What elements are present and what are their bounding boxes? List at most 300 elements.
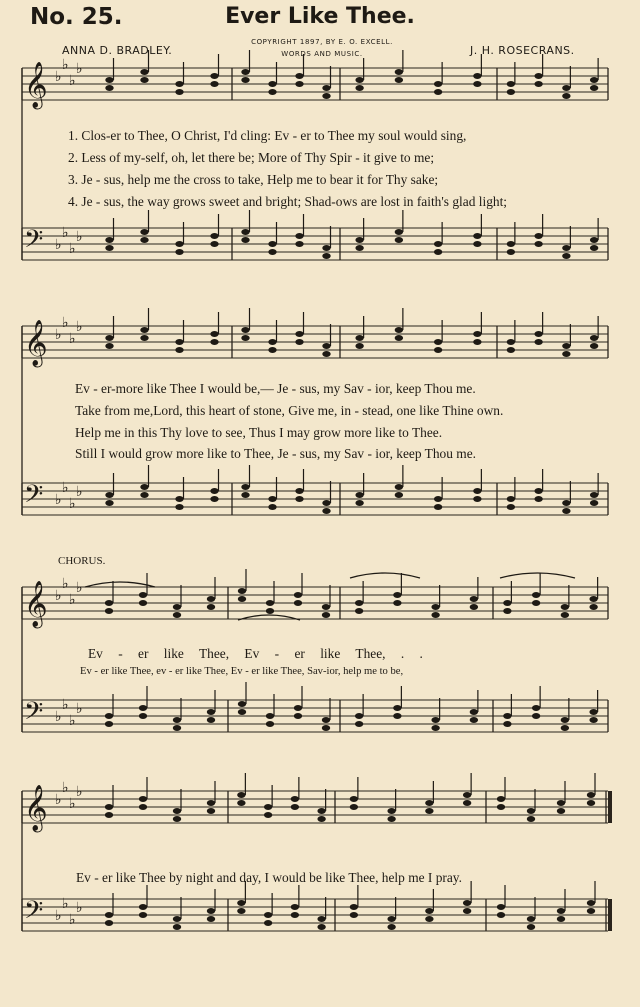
note-head <box>105 237 113 243</box>
note-head <box>387 924 395 930</box>
note-head <box>503 608 511 614</box>
bass-clef-icon: 𝄢 <box>24 896 44 931</box>
note-head <box>241 229 249 235</box>
flat-sign-icon: ♭ <box>69 796 76 812</box>
note-head <box>355 77 363 83</box>
note-head <box>207 709 215 715</box>
note-head <box>237 900 245 906</box>
note-head <box>431 604 439 610</box>
note-head <box>139 592 147 598</box>
note-head <box>355 343 363 349</box>
note-head <box>294 592 302 598</box>
note-head <box>140 69 148 75</box>
note-head <box>175 339 183 345</box>
note-head <box>507 347 515 353</box>
flat-sign-icon: ♭ <box>69 241 76 257</box>
bass-clef-icon: 𝄢 <box>24 697 44 732</box>
note-head <box>294 705 302 711</box>
note-head <box>507 339 515 345</box>
note-head <box>561 725 569 731</box>
note-head <box>387 916 395 922</box>
note-head <box>434 89 442 95</box>
flat-sign-icon: ♭ <box>76 319 83 335</box>
note-head <box>589 709 597 715</box>
note-head <box>587 792 595 798</box>
note-head <box>173 916 181 922</box>
verse-4-line-a: 4. Je - sus, the way grows sweet and bright; Shad-ows are lost in faith's glad light; <box>68 194 508 209</box>
note-head <box>507 89 515 95</box>
note-head <box>241 484 249 490</box>
flat-sign-icon: ♭ <box>62 697 69 713</box>
note-head <box>268 241 276 247</box>
note-head <box>355 245 363 251</box>
note-head <box>473 331 481 337</box>
note-head <box>105 920 113 926</box>
verse-1-line-a: 1. Clos-er to Thee, O Christ, I'd cling: Ev - er to Thee my soul would sing, <box>68 128 467 143</box>
note-head <box>355 608 363 614</box>
note-head <box>562 245 570 251</box>
note-head <box>173 725 181 731</box>
note-head <box>393 600 401 606</box>
note-head <box>264 920 272 926</box>
note-head <box>470 596 478 602</box>
note-head <box>534 73 542 79</box>
flat-sign-icon: ♭ <box>55 588 62 604</box>
note-head <box>139 912 147 918</box>
note-head <box>317 816 325 822</box>
note-head <box>395 327 403 333</box>
note-head <box>268 496 276 502</box>
note-head <box>105 804 113 810</box>
note-head <box>291 912 299 918</box>
note-head <box>207 916 215 922</box>
note-head <box>590 343 598 349</box>
hymn-title: Ever Like Thee. <box>225 4 415 29</box>
note-head <box>431 717 439 723</box>
note-head <box>590 237 598 243</box>
note-head <box>322 93 330 99</box>
note-head <box>237 800 245 806</box>
verse-4-line-b: Still I would grow more like to Thee, Je - sus, my Sav - ior, keep Thou me. <box>75 446 476 461</box>
note-head <box>322 604 330 610</box>
note-head <box>463 800 471 806</box>
note-head <box>241 237 249 243</box>
flat-sign-icon: ♭ <box>62 225 69 241</box>
note-head <box>350 904 358 910</box>
note-head <box>140 492 148 498</box>
note-head <box>139 600 147 606</box>
flat-sign-icon: ♭ <box>55 237 62 253</box>
note-head <box>355 600 363 606</box>
note-head <box>210 241 218 247</box>
note-head <box>590 245 598 251</box>
note-head <box>291 904 299 910</box>
note-head <box>173 808 181 814</box>
flat-sign-icon: ♭ <box>55 908 62 924</box>
note-head <box>590 335 598 341</box>
note-head <box>105 608 113 614</box>
composer-credit: J. H. ROSECRANS. <box>470 44 575 57</box>
note-head <box>139 713 147 719</box>
note-head <box>507 249 515 255</box>
note-head <box>140 335 148 341</box>
note-head <box>322 612 330 618</box>
note-head <box>266 608 274 614</box>
note-head <box>291 804 299 810</box>
flat-sign-icon: ♭ <box>62 576 69 592</box>
flat-sign-icon: ♭ <box>76 61 83 77</box>
note-head <box>463 908 471 914</box>
note-head <box>355 85 363 91</box>
note-head <box>291 796 299 802</box>
note-head <box>175 249 183 255</box>
note-head <box>295 339 303 345</box>
note-head <box>395 69 403 75</box>
note-head <box>207 596 215 602</box>
verse-2-line-a: 2. Less of my-self, oh, let there be; More of Thy Spir - it give to me; <box>68 150 435 165</box>
note-head <box>173 612 181 618</box>
note-head <box>497 804 505 810</box>
chorus-label: CHORUS. <box>58 555 106 567</box>
note-head <box>105 343 113 349</box>
note-head <box>350 912 358 918</box>
note-head <box>207 717 215 723</box>
note-head <box>590 492 598 498</box>
note-head <box>393 713 401 719</box>
note-head <box>295 233 303 239</box>
note-head <box>268 504 276 510</box>
note-head <box>322 343 330 349</box>
note-head <box>387 816 395 822</box>
note-head <box>317 808 325 814</box>
note-head <box>355 500 363 506</box>
flat-sign-icon: ♭ <box>76 701 83 717</box>
note-head <box>393 592 401 598</box>
note-head <box>395 335 403 341</box>
note-head <box>562 500 570 506</box>
note-head <box>507 81 515 87</box>
note-head <box>434 241 442 247</box>
note-head <box>473 496 481 502</box>
author-credit: ANNA D. BRADLEY. <box>62 44 173 57</box>
flat-sign-icon: ♭ <box>62 480 69 496</box>
note-head <box>266 713 274 719</box>
note-head <box>425 808 433 814</box>
note-head <box>561 717 569 723</box>
note-head <box>534 488 542 494</box>
note-head <box>322 725 330 731</box>
note-head <box>139 804 147 810</box>
flat-sign-icon: ♭ <box>55 327 62 343</box>
note-head <box>395 77 403 83</box>
note-head <box>434 249 442 255</box>
note-head <box>207 800 215 806</box>
note-head <box>589 596 597 602</box>
note-head <box>268 89 276 95</box>
flat-sign-icon: ♭ <box>55 492 62 508</box>
note-head <box>175 241 183 247</box>
flat-sign-icon: ♭ <box>76 580 83 596</box>
flat-sign-icon: ♭ <box>55 709 62 725</box>
note-head <box>173 604 181 610</box>
note-head <box>105 721 113 727</box>
note-head <box>532 592 540 598</box>
note-head <box>266 721 274 727</box>
note-head <box>534 81 542 87</box>
note-head <box>322 500 330 506</box>
treble-clef-icon: 𝄞 <box>24 785 48 831</box>
note-head <box>241 69 249 75</box>
note-head <box>561 604 569 610</box>
hymn-number: No. 25. <box>30 4 123 30</box>
note-head <box>295 496 303 502</box>
note-head <box>139 796 147 802</box>
note-head <box>294 600 302 606</box>
note-head <box>425 908 433 914</box>
note-head <box>295 81 303 87</box>
note-head <box>317 924 325 930</box>
note-head <box>105 500 113 506</box>
note-head <box>210 339 218 345</box>
note-head <box>562 93 570 99</box>
note-head <box>237 908 245 914</box>
note-head <box>534 331 542 337</box>
note-head <box>355 721 363 727</box>
note-head <box>210 488 218 494</box>
note-head <box>434 81 442 87</box>
note-head <box>590 500 598 506</box>
note-head <box>562 343 570 349</box>
copyright-line: COPYRIGHT 1897, BY E. O. EXCELL. <box>251 38 393 46</box>
note-head <box>295 331 303 337</box>
note-head <box>238 588 246 594</box>
note-head <box>105 77 113 83</box>
note-head <box>557 908 565 914</box>
note-head <box>473 233 481 239</box>
note-head <box>527 808 535 814</box>
note-head <box>140 229 148 235</box>
note-head <box>105 912 113 918</box>
note-head <box>562 85 570 91</box>
note-head <box>175 496 183 502</box>
note-head <box>503 713 511 719</box>
note-head <box>175 504 183 510</box>
note-head <box>497 904 505 910</box>
note-head <box>587 908 595 914</box>
verse-3-line-b: Help me in this Thy love to see, Thus I may grow more like to Thee. <box>75 425 443 440</box>
note-head <box>425 800 433 806</box>
note-head <box>431 725 439 731</box>
note-head <box>268 249 276 255</box>
note-head <box>238 709 246 715</box>
flat-sign-icon: ♭ <box>62 57 69 73</box>
note-head <box>173 717 181 723</box>
chorus-soprano-lyric: Ev - er like Thee, Ev - er like Thee, . . <box>88 646 423 661</box>
flat-sign-icon: ♭ <box>69 331 76 347</box>
note-head <box>503 600 511 606</box>
note-head <box>268 347 276 353</box>
chorus-bass-lyric: Ev - er like Thee, ev - er like Thee, Ev - er like Thee, Sav-ior, help me to be, <box>80 666 404 677</box>
note-head <box>241 77 249 83</box>
note-head <box>463 792 471 798</box>
note-head <box>470 709 478 715</box>
note-head <box>463 900 471 906</box>
note-head <box>139 904 147 910</box>
flat-sign-icon: ♭ <box>62 780 69 796</box>
tie-arc <box>85 582 155 587</box>
note-head <box>557 808 565 814</box>
tie-arc <box>500 573 575 578</box>
note-head <box>532 713 540 719</box>
treble-clef-icon: 𝄞 <box>24 581 48 627</box>
note-head <box>140 327 148 333</box>
flat-sign-icon: ♭ <box>69 592 76 608</box>
flat-sign-icon: ♭ <box>76 900 83 916</box>
note-head <box>173 816 181 822</box>
note-head <box>434 496 442 502</box>
note-head <box>140 77 148 83</box>
note-head <box>393 705 401 711</box>
note-head <box>264 804 272 810</box>
note-head <box>387 808 395 814</box>
note-head <box>470 717 478 723</box>
flat-sign-icon: ♭ <box>76 229 83 245</box>
bass-clef-icon: 𝄢 <box>24 225 44 260</box>
note-head <box>434 347 442 353</box>
note-head <box>105 713 113 719</box>
note-head <box>589 717 597 723</box>
note-head <box>173 924 181 930</box>
note-head <box>534 339 542 345</box>
note-head <box>322 508 330 514</box>
flat-sign-icon: ♭ <box>69 73 76 89</box>
note-head <box>497 912 505 918</box>
note-head <box>295 241 303 247</box>
note-head <box>434 504 442 510</box>
note-head <box>355 713 363 719</box>
verse-1-line-b: Ev - er-more like Thee I would be,— Je - sus, my Sav - ior, keep Thou me. <box>75 381 476 396</box>
note-head <box>434 339 442 345</box>
note-head <box>175 89 183 95</box>
note-head <box>534 496 542 502</box>
note-head <box>105 85 113 91</box>
note-head <box>322 717 330 723</box>
bass-clef-icon: 𝄢 <box>24 480 44 515</box>
note-head <box>534 233 542 239</box>
flat-sign-icon: ♭ <box>69 496 76 512</box>
note-head <box>105 245 113 251</box>
note-head <box>590 85 598 91</box>
note-head <box>317 916 325 922</box>
note-head <box>355 335 363 341</box>
note-head <box>264 812 272 818</box>
note-head <box>587 900 595 906</box>
treble-clef-icon: 𝄞 <box>24 320 48 366</box>
note-head <box>395 484 403 490</box>
note-head <box>322 351 330 357</box>
note-head <box>210 73 218 79</box>
note-head <box>507 504 515 510</box>
note-head <box>395 237 403 243</box>
note-head <box>241 327 249 333</box>
note-head <box>105 812 113 818</box>
note-head <box>470 604 478 610</box>
flat-sign-icon: ♭ <box>76 784 83 800</box>
note-head <box>507 241 515 247</box>
note-head <box>140 484 148 490</box>
note-head <box>532 705 540 711</box>
chorus-final-lyric: Ev - er like Thee by night and day, I would be like Thee, help me I pray. <box>76 870 462 885</box>
note-head <box>589 604 597 610</box>
note-head <box>207 908 215 914</box>
note-head <box>175 81 183 87</box>
note-head <box>210 233 218 239</box>
note-head <box>105 492 113 498</box>
note-head <box>562 253 570 259</box>
note-head <box>534 241 542 247</box>
note-head <box>395 229 403 235</box>
note-head <box>322 253 330 259</box>
note-head <box>295 73 303 79</box>
flat-sign-icon: ♭ <box>76 484 83 500</box>
note-head <box>473 81 481 87</box>
note-head <box>207 808 215 814</box>
note-head <box>266 600 274 606</box>
note-head <box>473 241 481 247</box>
note-head <box>527 916 535 922</box>
note-head <box>241 492 249 498</box>
note-head <box>473 339 481 345</box>
note-head <box>322 245 330 251</box>
note-head <box>295 488 303 494</box>
verse-3-line-a: 3. Je - sus, help me the cross to take, Help me to bear it for Thy sake; <box>68 172 439 187</box>
note-head <box>140 237 148 243</box>
flat-sign-icon: ♭ <box>62 896 69 912</box>
note-head <box>561 612 569 618</box>
verse-2-line-b: Take from me,Lord, this heart of stone, Give me, in - stead, one like Thine own. <box>75 403 504 418</box>
note-head <box>395 492 403 498</box>
note-head <box>268 81 276 87</box>
note-head <box>350 804 358 810</box>
note-head <box>507 496 515 502</box>
note-head <box>210 496 218 502</box>
note-head <box>431 612 439 618</box>
note-head <box>294 713 302 719</box>
note-head <box>237 792 245 798</box>
flat-sign-icon: ♭ <box>55 792 62 808</box>
note-head <box>355 492 363 498</box>
note-head <box>497 796 505 802</box>
note-head <box>322 85 330 91</box>
note-head <box>105 600 113 606</box>
flat-sign-icon: ♭ <box>62 315 69 331</box>
note-head <box>210 331 218 337</box>
flat-sign-icon: ♭ <box>69 713 76 729</box>
note-head <box>473 73 481 79</box>
note-head <box>241 335 249 341</box>
note-head <box>350 796 358 802</box>
note-head <box>557 800 565 806</box>
note-head <box>175 347 183 353</box>
note-head <box>425 916 433 922</box>
note-head <box>264 912 272 918</box>
note-head <box>268 339 276 345</box>
note-head <box>527 816 535 822</box>
note-head <box>473 488 481 494</box>
note-head <box>210 81 218 87</box>
note-head <box>532 600 540 606</box>
note-head <box>590 77 598 83</box>
